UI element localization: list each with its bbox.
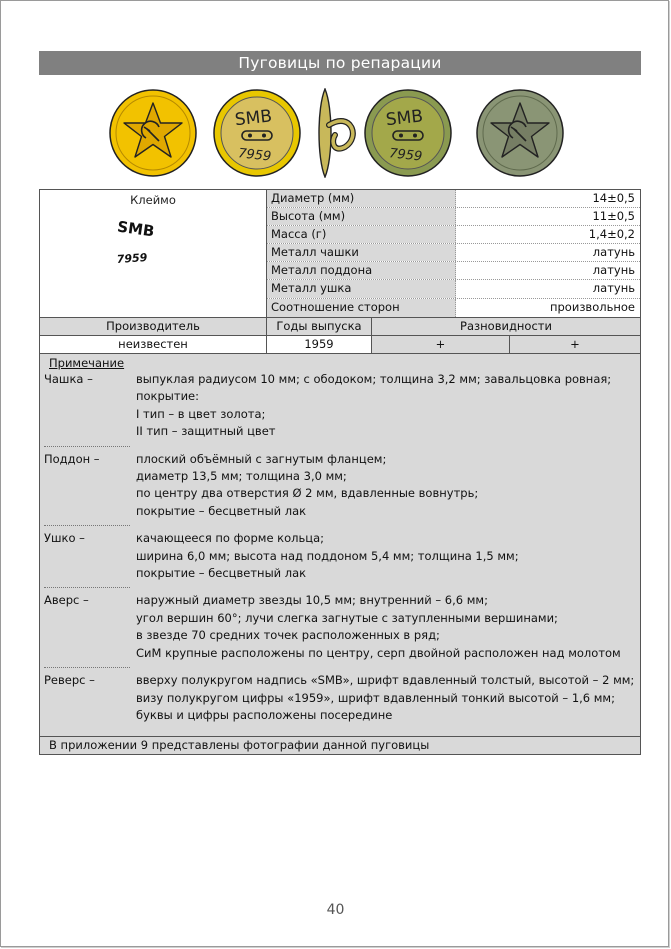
property-value: латунь <box>456 262 640 279</box>
note-line: по центру два отверстия Ø 2 мм, вдавленные вовнутрь; <box>136 486 479 501</box>
reverse-top-text: SMB <box>384 106 424 131</box>
note-label: Реверс – <box>44 673 95 688</box>
note-block <box>44 451 640 527</box>
note-line: наружный диаметр звезды 10,5 мм; внутренний – 6,6 мм; <box>136 593 488 608</box>
button-green-reverse <box>365 90 451 176</box>
reverse-bottom-text: 7959 <box>388 146 423 165</box>
kleymo-cell <box>40 190 267 317</box>
note-text <box>136 451 640 521</box>
maker-table-header <box>40 318 640 336</box>
property-row <box>267 244 640 262</box>
property-row <box>267 299 640 317</box>
appendix-note: В приложении 9 представлены фотографии данной пуговицы <box>40 736 640 754</box>
button-shank-profile <box>319 89 353 177</box>
note-line: ширина 6,0 мм; высота над поддоном 5,4 мм; толщина 1,5 мм; <box>136 548 519 563</box>
note-line: СиМ крупные расположены по центру, серп двойной расположен над молотом <box>136 645 621 660</box>
property-row <box>267 208 640 226</box>
note-label: Чашка – <box>44 372 93 386</box>
note-line: покрытие: <box>136 389 200 404</box>
spec-table <box>39 189 641 755</box>
cell-maker: неизвестен <box>40 336 267 353</box>
note-text <box>136 530 640 582</box>
note-block <box>44 530 640 588</box>
note-line: визу полукругом цифры «1959», шрифт вдавленный тонкий высотой – 1,6 мм; <box>136 690 615 705</box>
property-name: Диаметр (мм) <box>267 190 456 207</box>
note-line: в звезде 70 средних точек расположенных в ряд; <box>136 628 440 643</box>
note-line: покрытие – бесцветный лак <box>136 503 307 518</box>
header-years: Годы выпуска <box>267 318 372 335</box>
note-line: угол вершин 60°; лучи слегка загнутые с затупленными вершинами; <box>136 610 558 625</box>
properties-list <box>267 190 640 317</box>
maker-table-row <box>40 336 640 354</box>
note-line: II тип – защитный цвет <box>136 424 276 439</box>
note-block <box>44 672 640 730</box>
note-text <box>136 592 640 662</box>
property-value: 1,4±0,2 <box>456 226 640 243</box>
note-line: I тип – в цвет золота; <box>136 406 266 421</box>
note-text <box>136 371 640 441</box>
property-row <box>267 280 640 298</box>
property-value: произвольное <box>456 299 640 317</box>
button-green-star-obverse <box>477 90 563 176</box>
property-name: Масса (г) <box>267 226 456 243</box>
property-name: Соотношение сторон <box>267 299 456 317</box>
kleymo-mark-icon <box>100 210 210 270</box>
property-name: Металл поддона <box>267 262 456 279</box>
note-line: выпуклая радиусом 10 мм; с ободоком; толщина 3,2 мм; завальцовка ровная; <box>136 372 612 386</box>
note-line: качающееся по форме кольца; <box>136 531 325 546</box>
note-label: Аверс – <box>44 593 89 608</box>
property-value: 14±0,5 <box>456 190 640 207</box>
note-line: покрытие – бесцветный лак <box>136 566 307 581</box>
note-line: диаметр 13,5 мм; толщина 3,0 мм; <box>136 469 347 484</box>
property-name: Металл ушка <box>267 280 456 297</box>
spec-top-section <box>40 190 640 318</box>
header-maker: Производитель <box>40 318 267 335</box>
note-label: Ушко – <box>44 531 85 546</box>
property-name: Металл чашки <box>267 244 456 261</box>
note-line: буквы и цифры расположены посередине <box>136 707 393 722</box>
reverse-top-text: SMB <box>233 106 273 131</box>
kleymo-label: Клеймо <box>130 193 176 207</box>
note-line: вверху полукругом надпись «SMB», шрифт вдавленный толстый, высотой – 2 мм; <box>136 673 635 688</box>
notes-section <box>40 354 640 736</box>
property-value: латунь <box>456 244 640 261</box>
property-row <box>267 262 640 280</box>
kleymo-top-text: SMB <box>116 217 156 241</box>
cell-variant-2: + <box>510 336 640 353</box>
page-title: Пуговицы по репарации <box>39 51 641 75</box>
property-row <box>267 190 640 208</box>
page-number: 40 <box>326 902 345 918</box>
header-variants: Разновидности <box>460 319 552 333</box>
button-gold-star-obverse <box>110 90 196 176</box>
property-value: латунь <box>456 280 640 297</box>
cell-variant-1: + <box>372 336 510 353</box>
note-block <box>44 592 640 668</box>
note-line: плоский объёмный с загнутым фланцем; <box>136 451 387 466</box>
property-value: 11±0,5 <box>456 208 640 225</box>
note-block <box>44 371 640 447</box>
button-gold-reverse <box>214 90 300 176</box>
property-row <box>267 226 640 244</box>
button-illustrations <box>100 88 580 178</box>
property-name: Высота (мм) <box>267 208 456 225</box>
kleymo-bottom-text: 7959 <box>116 250 148 267</box>
reverse-bottom-text: 7959 <box>237 146 272 165</box>
cell-years: 1959 <box>267 336 372 353</box>
note-label: Поддон – <box>44 451 100 466</box>
notes-title: Примечание <box>49 356 125 370</box>
note-text <box>136 672 640 724</box>
notes-body <box>44 371 640 730</box>
